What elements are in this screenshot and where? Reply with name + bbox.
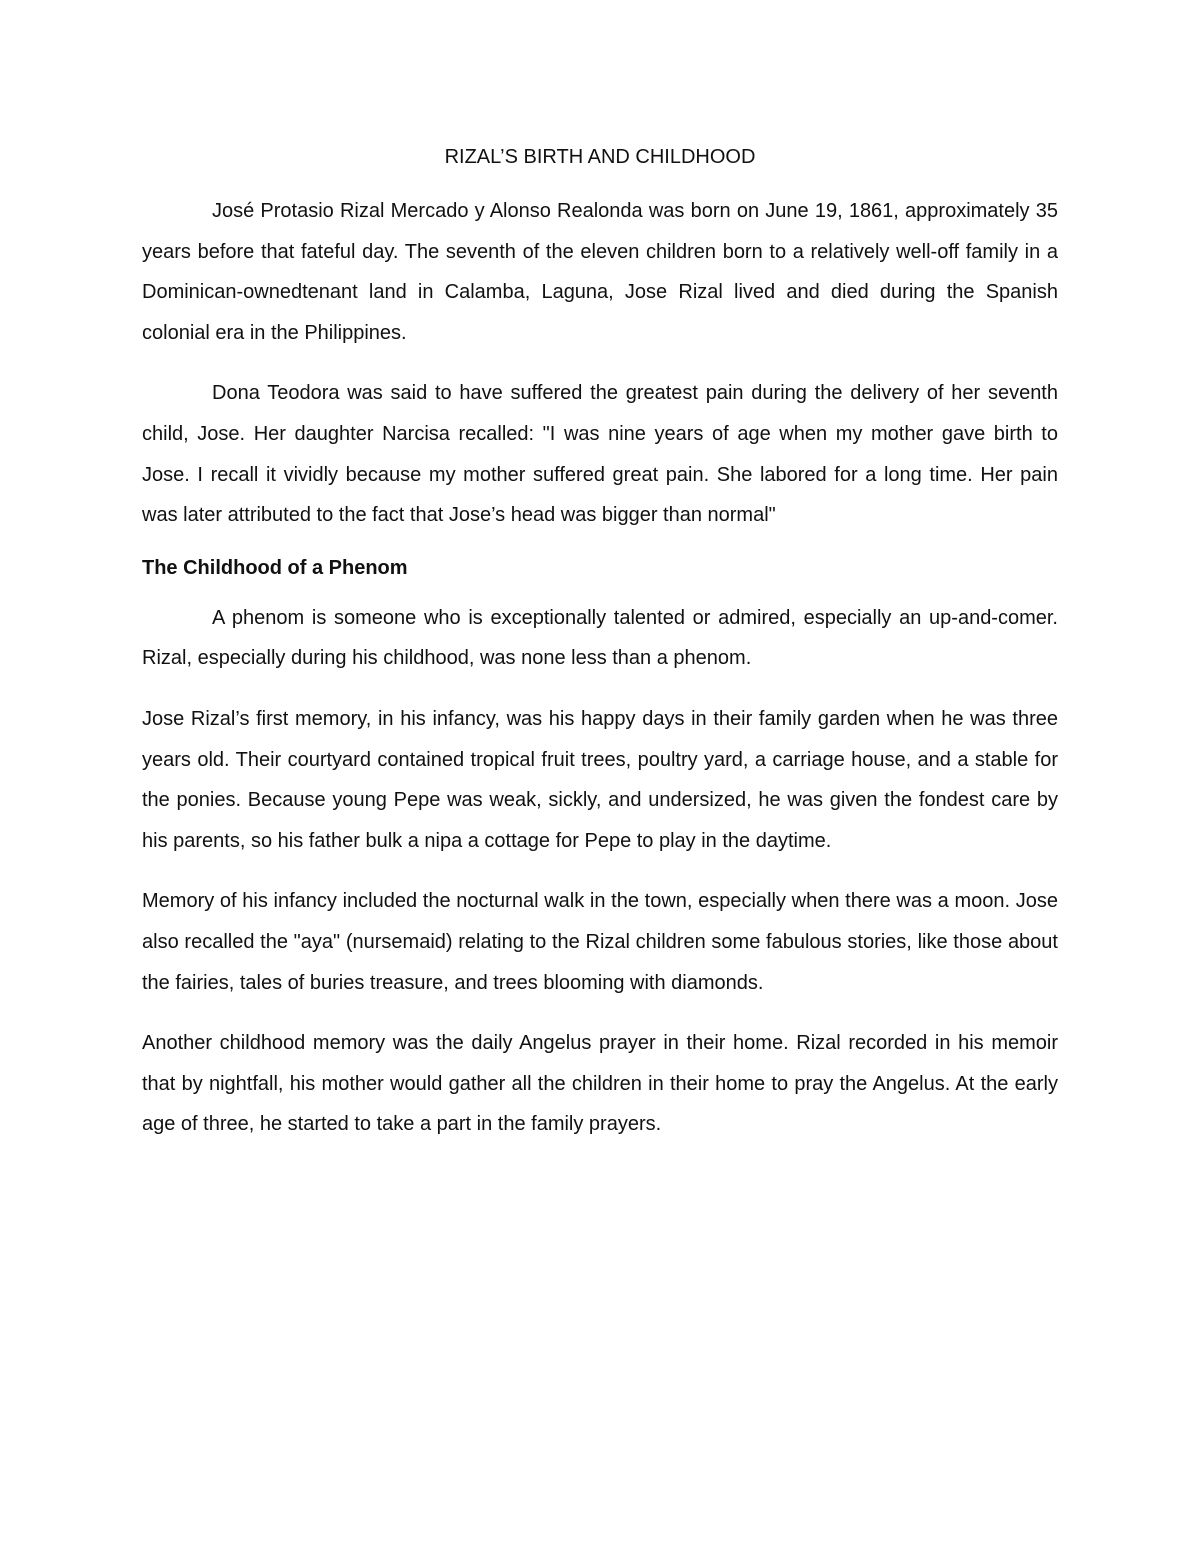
paragraph-phenom-definition: A phenom is someone who is exceptionally talented or admired, especially an up-and-comer. Rizal, especially during his childhood, was none less than a phenom. — [142, 606, 1058, 670]
document-body — [142, 143, 1058, 1145]
paragraph-angelus-memory: Another childhood memory was the daily Angelus prayer in their home. Rizal recorded in his memoir that by nightfall, his mother would gather all the children in their home to pray the Angelus. At the early age of three, he started to take a part in the family prayers. — [142, 1032, 1058, 1136]
document-title: RIZAL’S BIRTH AND CHILDHOOD — [444, 146, 756, 168]
paragraph-delivery: Dona Teodora was said to have suffered the greatest pain during the delivery of her seventh child, Jose. Her daughter Narcisa recalled: "I was nine years of age when my mother gave birth to Jose. I recall it vividly because my mother suffered great pain. She labored for a long time. Her pain was later attributed to the fact that Jose’s head was bigger than normal" — [142, 382, 1058, 527]
section-heading: The Childhood of a Phenom — [142, 556, 408, 579]
paragraph-first-memory: Jose Rizal’s first memory, in his infancy, was his happy days in their family garden when he was three years old. Their courtyard contained tropical fruit trees, poultry yard, a carriage house, and a stable for the ponies. Because young Pepe was weak, sickly, and undersized, he was given the fondest care by his parents, so his father bulk a nipa a cottage for Pepe to play in the daytime. — [142, 707, 1058, 852]
paragraph-infancy-memory: Memory of his infancy included the nocturnal walk in the town, especially when there was a moon. Jose also recalled the "aya" (nursemaid) relating to the Rizal children some fabulous stories, like those about the fairies, tales of buries treasure, and trees blooming with diamonds. — [142, 890, 1058, 994]
paragraph-birth: José Protasio Rizal Mercado y Alonso Realonda was born on June 19, 1861, approximately 35 years before that fateful day. The seventh of the eleven children born to a relatively well-off family in a Dominican-ownedtenant land in Calamba, Laguna, Jose Rizal lived and died during the Spanish colonial era in the Philippines. — [142, 200, 1058, 344]
